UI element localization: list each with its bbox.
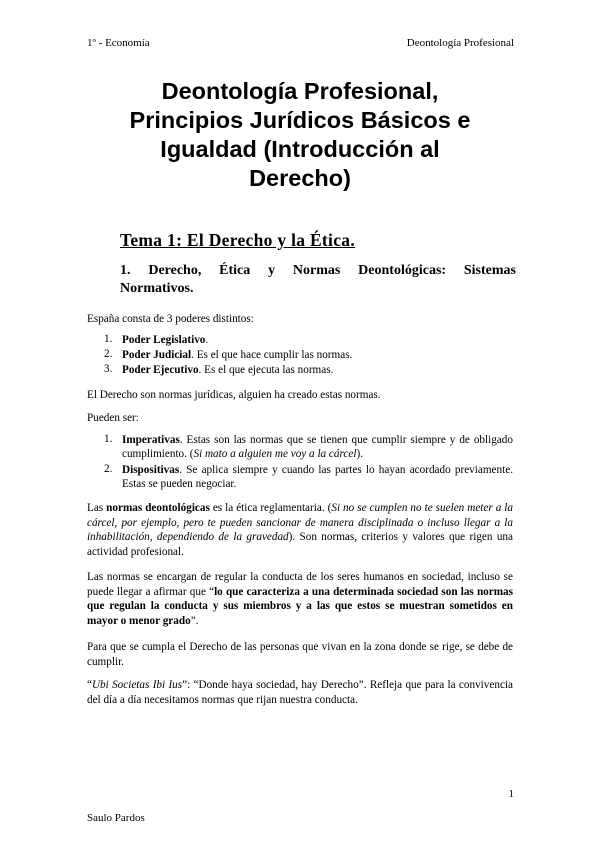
title-line-1: Deontología Profesional,: [161, 78, 439, 104]
list-item: [122, 433, 513, 461]
list-item: [122, 333, 513, 347]
section-heading-line-1: 1. Derecho, Ética y Normas Deontológicas: Sistemas: [120, 263, 516, 278]
list-item-name: Dispositivas: [122, 464, 180, 476]
paragraph-intro: España consta de 3 poderes distintos:: [87, 313, 254, 325]
list-item-text: . Se aplica siempre y cuando las partes lo hayan acordado previamente. Estas se pueden negociar.: [122, 464, 513, 490]
text-bold: lo que caracteriza a una determinada sociedad son las normas que regulan la conducta y sus miembros y a las que estos se muestran sometidos en mayor o menor grado: [87, 585, 513, 627]
title-line-2: Principios Jurídicos Básicos e: [129, 107, 471, 133]
text-run: ”: “Donde haya sociedad, hay Derecho”. Refleja que para la convivencia del día a día necesitamos normas que rijan nuestra conducta.: [87, 679, 513, 706]
list-item-name: Poder Ejecutivo: [122, 364, 199, 376]
list-item-text: .: [205, 334, 209, 346]
footer-author: Saulo Pardos: [87, 812, 145, 824]
list-item-name: Poder Judicial: [122, 349, 192, 361]
list-number: 2.: [104, 463, 113, 475]
section-heading-line-2: Normativos.: [120, 281, 194, 296]
title-line-3: Igualdad (Introducción al: [160, 136, 440, 162]
list-item-text: . Es el que hace cumplir las normas.: [191, 349, 353, 361]
list-number: 1.: [104, 433, 113, 445]
page-number: 1: [508, 788, 514, 800]
list-item: [122, 363, 513, 377]
text-run: es la ética reglamentaria. (: [209, 502, 332, 514]
list-item: [122, 348, 513, 362]
title-line-4: Derecho): [249, 165, 351, 191]
paragraph-derecho: El Derecho son normas jurídicas, alguien ha creado estas normas.: [87, 389, 381, 401]
list-item-text: . Es el que ejecuta las normas.: [198, 364, 334, 376]
list-item-italic: Si mato a alguien me voy a la cárcel: [193, 448, 357, 460]
list-item-name: Poder Legislativo: [122, 334, 206, 346]
list-number: 3.: [104, 363, 113, 375]
text-run: Las normas se encargan de regular la conducta de los seres humanos en sociedad, incluso se puede llegar a afirmar que “: [87, 571, 513, 598]
document-title: [87, 77, 513, 193]
list-item-text: . Estas son las normas que se tienen que cumplir siempre y de obligado cumplimiento. (: [122, 434, 513, 460]
paragraph-pueden: Pueden ser:: [87, 412, 139, 424]
header-left: 1º - Economía: [87, 37, 150, 49]
text-run: ”.: [190, 614, 199, 627]
list-number: 1.: [104, 333, 113, 345]
list-number: 2.: [104, 348, 113, 360]
text-run: “: [87, 679, 92, 691]
list-item-end: ).: [356, 448, 364, 460]
text-italic: Si no se cumplen no te suelen meter a la cárcel, por ejemplo, pero te pueden sancionar de manera disciplinada o incluso llegar a la inhabilitación, dependiendo de la gravedad: [87, 502, 514, 543]
list-item-name: Imperativas: [122, 434, 180, 446]
paragraph-normas: [87, 570, 513, 628]
text-italic: Ubi Societas Ibi Ius: [91, 679, 183, 691]
paragraph-ubi-societas: [87, 678, 513, 707]
paragraph-cumpla: Para que se cumpla el Derecho de las personas que vivan en la zona donde se rige, se debe de cumplir.: [87, 641, 513, 668]
text-bold: normas deontológicas: [106, 502, 210, 514]
text-run: ). Son normas, criterios y valores que rigen una actividad profesional.: [87, 531, 513, 558]
tema-heading: Tema 1: El Derecho y la Ética.: [120, 230, 356, 250]
list-item: [122, 463, 513, 491]
text-run: Las: [87, 502, 107, 514]
header-right: Deontología Profesional: [406, 37, 514, 49]
paragraph-deontologicas: [87, 501, 513, 559]
